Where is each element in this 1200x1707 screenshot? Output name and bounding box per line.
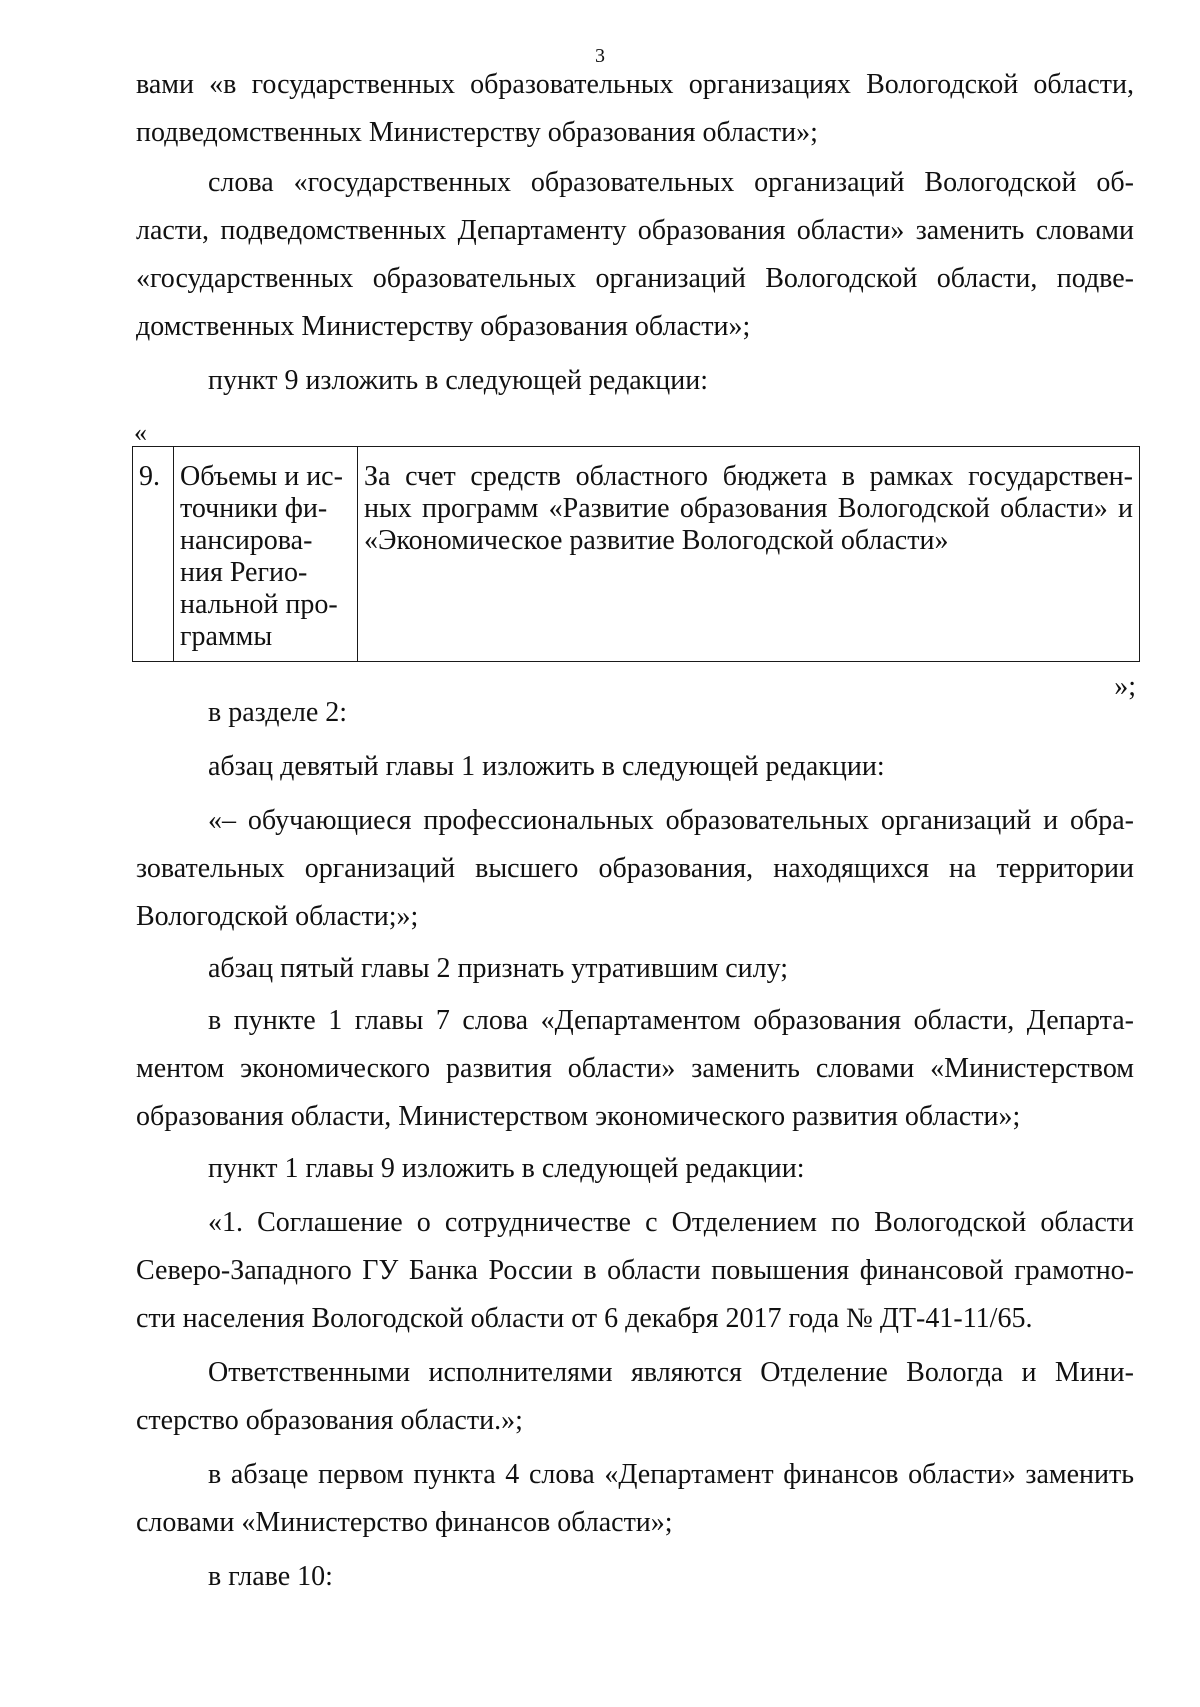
text-line: домственных Министерству образования области»; (136, 311, 751, 342)
item-description-line: ных программ «Развитие образования Вологодской области» и (364, 493, 1133, 524)
text-line: в главе 10: (208, 1561, 333, 1592)
item-description-line: «Экономическое развитие Вологодской области» (364, 525, 949, 556)
item-description-cell (358, 447, 1140, 662)
program-passport-table (132, 446, 1140, 662)
item-name-line: граммы (180, 621, 273, 652)
text-line: абзац пятый главы 2 признать утратившим силу; (208, 953, 789, 984)
text-line: подведомственных Министерству образования области»; (136, 117, 818, 148)
text-line: зовательных организаций высшего образования, находящихся на территории (136, 853, 1134, 884)
text-line: ласти, подведомственных Департаменту образования области» заменить словами (136, 215, 1134, 246)
text-line: ментом экономического развития области» заменить словами «Министерством (136, 1053, 1134, 1084)
text-line: в пункте 1 главы 7 слова «Департаментом образования области, Департа- (208, 1005, 1134, 1036)
text-line: слова «государственных образовательных организаций Вологодской об- (208, 167, 1134, 198)
table-row (133, 447, 1140, 662)
text-line: «государственных образовательных организаций Вологодской области, подве- (136, 263, 1134, 294)
item-name-line: ния Регио- (180, 557, 308, 588)
text-line: Ответственными исполнителями являются Отделение Вологда и Мини- (208, 1357, 1134, 1388)
text-line: вами «в государственных образовательных организациях Вологодской области, (136, 69, 1134, 100)
text-line: пункт 1 главы 9 изложить в следующей редакции: (208, 1153, 805, 1184)
text-line: в разделе 2: (208, 697, 348, 728)
text-line: словами «Министерство финансов области»; (136, 1507, 673, 1538)
item-name-line: нансирова- (180, 525, 313, 556)
item-description-line: За счет средств областного бюджета в рамках государствен- (364, 461, 1133, 492)
item-name-line: точники фи- (180, 493, 328, 524)
item-name-line: Объемы и ис- (180, 461, 343, 492)
text-line: пункт 9 изложить в следующей редакции: (208, 365, 708, 396)
table-close-quote: »; (1114, 671, 1136, 702)
item-name-cell (174, 447, 358, 662)
text-line: Вологодской области;»; (136, 901, 419, 932)
text-line: образования области, Министерством экономического развития области»; (136, 1101, 1021, 1132)
text-line: в абзаце первом пункта 4 слова «Департамент финансов области» заменить (208, 1459, 1134, 1490)
item-number-cell: 9. (133, 447, 174, 662)
text-line: «– обучающиеся профессиональных образовательных организаций и обра- (208, 805, 1134, 836)
text-line: абзац девятый главы 1 изложить в следующей редакции: (208, 751, 885, 782)
table-open-quote: « (134, 418, 147, 447)
text-line: сти населения Вологодской области от 6 декабря 2017 года № ДТ-41-11/65. (136, 1303, 1033, 1334)
text-line: Северо-Западного ГУ Банка России в области повышения финансовой грамотно- (136, 1255, 1134, 1286)
text-line: «1. Соглашение о сотрудничестве с Отделением по Вологодской области (208, 1207, 1134, 1238)
page-number: 3 (595, 45, 605, 67)
item-name-line: нальной про- (180, 589, 338, 620)
text-line: стерство образования области.»; (136, 1405, 523, 1436)
